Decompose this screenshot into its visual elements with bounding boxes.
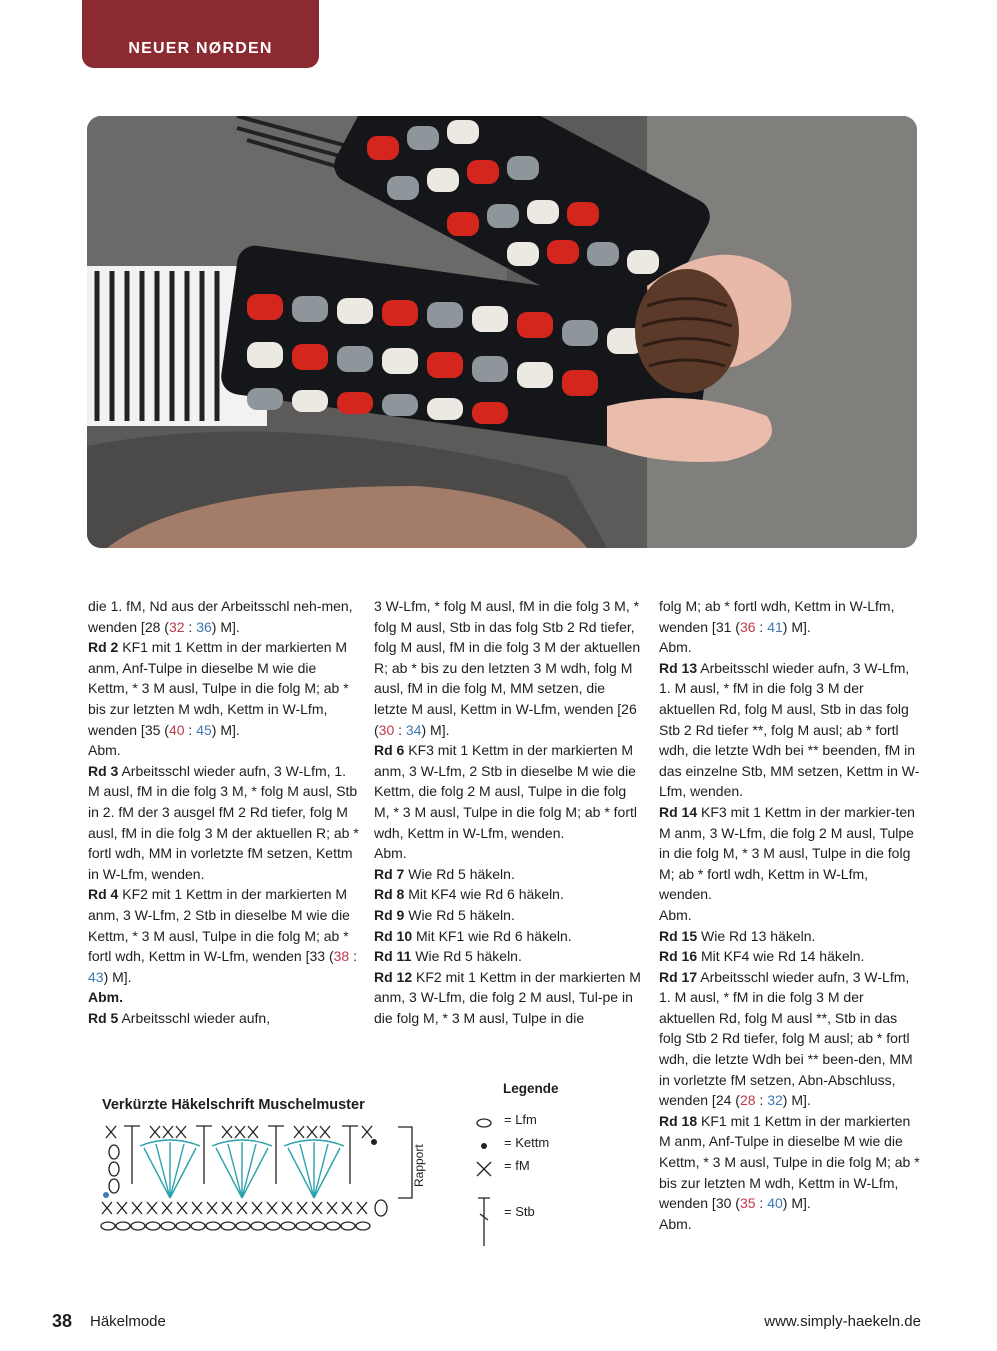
instruction-paragraph: Rd 18 KF1 mit 1 Kettm in der markierten M anm, Anf-Tulpe in dieselbe M wie die Kettm, * 3 M ausl, Tulpe in die folg M; ab * bis zur letzten M wdh, Kettm in W-Lfm, wenden [30 (35 : 40) M]. [659,1112,920,1212]
website-url: www.simply-haekeln.de [764,1313,921,1330]
text-column-3 [659,596,921,1234]
instruction-paragraph: Abm. [88,742,121,759]
double-crochet-icon [474,1196,494,1248]
page-number: 38 [52,1311,73,1331]
instruction-paragraph: die 1. fM, Nd aus der Arbeitsschl neh-men, wenden [28 (32 : 36) M]. [88,598,353,635]
instruction-paragraph: 3 W-Lfm, * folg M ausl, fM in die folg 3 M, * folg M ausl, Stb in das folg Stb 2 Rd tiefer, folg M ausl, fM in die folg 3 M der aktuellen R; ab * bis zu den letzten 3 M wdh, folg M ausl, fM in die folg M, MM setzen, die letzte M ausl, Kettm in W-Lfm, wenden [26 (30 : 34) M]. [374,598,641,738]
instruction-paragraph: Abm. [659,906,692,923]
instruction-paragraph: Rd 8 Mit KF4 wie Rd 6 häkeln. [374,886,564,903]
instruction-paragraph: Rd 12 KF2 mit 1 Kettm in der markierten M anm, 3 W-Lfm, die folg 2 M ausl, Tul-pe in die folg M, * 3 M ausl, Tulpe in die [374,968,641,1026]
instruction-paragraph: Rd 5 Arbeitsschl wieder aufn, [88,1009,271,1026]
instruction-paragraph: Rd 16 Mit KF4 wie Rd 14 häkeln. [659,948,865,965]
side-chains [109,1145,119,1193]
hero-photo [87,116,917,548]
instruction-paragraph: Abm. [659,1215,692,1232]
instruction-paragraph: Rd 2 KF1 mit 1 Kettm in der markierten M anm, Anf-Tulpe in dieselbe M wie die Kettm, * 3 M ausl, Tulpe in die folg M; ab * bis zur letzten M wdh, Kettm in W-Lfm, wenden [35 (40 : 45) M]. [88,639,349,738]
instruction-paragraph: Rd 13 Arbeitsschl wieder aufn, 3 W-Lfm, 1. M ausl, * fM in die folg 3 M der aktuellen Rd, folg M ausl, Stb in das folg Stb 2 Rd tiefer **, folg M ausl; ab * fortl wdh, die letzte Wdh bei ** beenden, fM in das einzelne Stb, MM setzen, Kettm in W-Lfm, wenden. [659,659,920,800]
instruction-paragraph: Rd 11 Wie Rd 5 häkeln. [374,948,522,965]
gloves-illustration [87,116,917,548]
instruction-paragraph: Rd 4 KF2 mit 1 Kettm in der markierten M anm, 3 W-Lfm, 2 Stb in dieselbe M wie die Kettm, * 3 M ausl, Tulpe in die folg M; ab * fortl wdh, Kettm in W-Lfm, wenden [33 (38 : 43) M]. [88,886,357,985]
instruction-paragraph: Rd 10 Mit KF1 wie Rd 6 häkeln. [374,927,572,944]
chain-row [101,1222,370,1230]
instruction-paragraph: Rd 14 KF3 mit 1 Kettm in der markier-ten M anm, 3 W-Lfm, die folg 2 M ausl, Tulpe in die folg M, * 3 M ausl, Tulpe in die folg M; ab * fortl wdh, Kettm in W-Lfm, wenden. [659,803,915,903]
rapport-bracket [396,1126,416,1200]
instruction-paragraph: Rd 17 Arbeitsschl wieder aufn, 3 W-Lfm, 1. M ausl, * fM in die folg 3 M der aktuellen Rd, folg M ausl **, Stb in das folg Stb 2 Rd tiefer, folg M ausl; ab * fortl wdh, die letzte Wdh bei ** been-den, MM in vorletzte fM setzen, Abn-Abschluss, wenden [24 (28 : 32) M]. [659,968,913,1109]
instruction-paragraph: Abm. [88,989,123,1006]
text-column-2 [374,596,642,1028]
instruction-paragraph: Rd 9 Wie Rd 5 häkeln. [374,906,515,923]
instruction-paragraph: Abm. [374,845,407,862]
legend-title: Legende [503,1081,559,1096]
instruction-paragraph: Abm. [659,639,692,656]
instruction-paragraph: Rd 7 Wie Rd 5 häkeln. [374,865,515,882]
slip-stitch-icon [474,1135,494,1155]
text-column-1 [88,596,360,1028]
magazine-name: Häkelmode [90,1313,166,1330]
section-label: NEUER NØRDEN [128,40,273,57]
instruction-paragraph: Rd 3 Arbeitsschl wieder aufn, 3 W-Lfm, 1. M ausl, fM in die folg 3 M, * folg M ausl, Stb in 2. fM der 3 ausgel fM 2 Rd tiefer, folg M ausl, fM in die folg 3 M der aktuellen R; ab * fortl wdh, MM in vorletzte fM setzen, Kettm in W-Lfm, wenden. [88,762,359,882]
chart-title: Verkürzte Häkelschrift Muschelmuster [102,1097,365,1113]
instruction-paragraph: Rd 15 Wie Rd 13 häkeln. [659,927,816,944]
rapport-label: Rapport [412,1144,426,1188]
instruction-paragraph: folg M; ab * fortl wdh, Kettm in W-Lfm, wenden [31 (36 : 41) M]. [659,598,895,635]
single-crochet-icon [474,1158,494,1180]
crochet-chart [100,1122,400,1237]
instruction-paragraph: Rd 6 KF3 mit 1 Kettm in der markierten M anm, 3 W-Lfm, 2 Stb in dieselbe M wie die Kettm, die folg 2 M ausl, Tulpe in die folg M, * 3 M ausl, Tulpe in die folg M; ab * fortl wdh, Kettm in W-Lfm, wenden. [374,742,638,841]
section-tab [82,0,319,68]
chain-icon [474,1112,494,1132]
single-crochet-row [102,1202,367,1214]
